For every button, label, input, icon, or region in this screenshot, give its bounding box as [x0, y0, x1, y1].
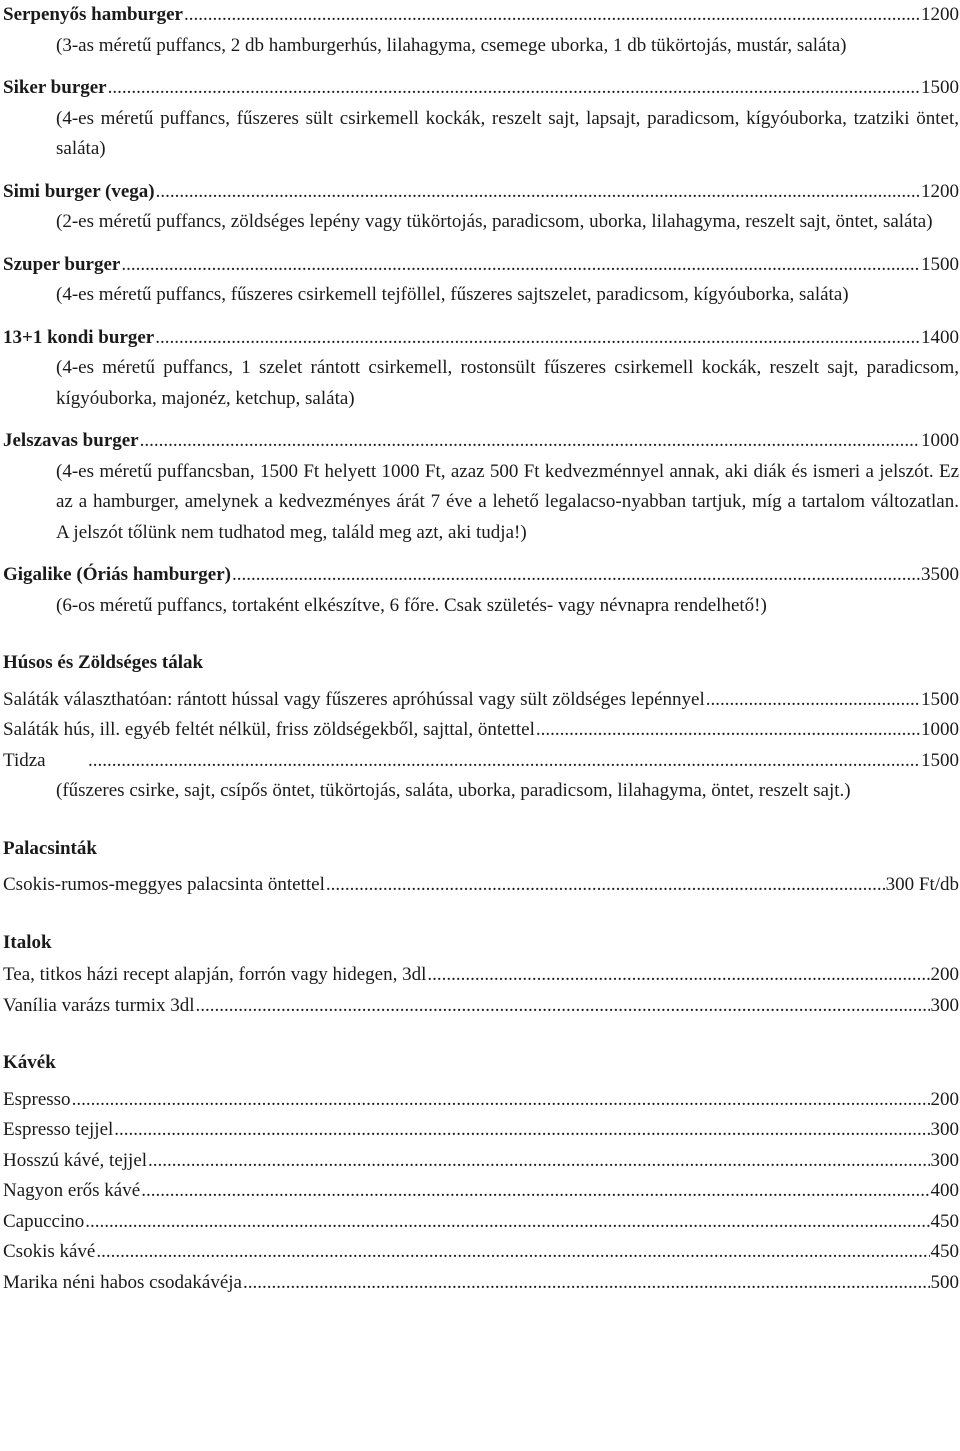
item-price: 450: [930, 1241, 959, 1262]
item-price: 1200: [921, 4, 959, 25]
item-description: (4-es méretű puffancs, fűszeres csirkemell tejföllel, fűszeres sajtszelet, paradicsom, kígyóuborka, saláta): [56, 284, 849, 305]
menu-item-palacsinta: [3, 870, 959, 901]
menu-item-kondi-burger: [3, 323, 959, 354]
item-description: (3-as méretű puffancs, 2 db hamburgerhús, lilahagyma, csemege uborka, 1 db tükörtojás, mustár, saláta): [56, 34, 847, 56]
item-name: Siker burger: [3, 77, 107, 98]
section-title-kavek: Kávék: [3, 1052, 56, 1073]
item-name: Saláták hús, ill. egyéb feltét nélkül, friss zöldségekből, sajttal, öntettel: [3, 719, 535, 740]
dot-leader: [196, 991, 930, 1022]
dot-leader: [148, 1146, 929, 1177]
dot-leader: [326, 870, 885, 901]
menu-item-espresso: [3, 1085, 959, 1116]
item-price: 1500: [921, 749, 959, 771]
item-name: 13+1 kondi burger: [3, 326, 155, 348]
dot-leader: [232, 560, 920, 591]
menu-item-jelszavas-burger: [3, 426, 959, 457]
menu-item-capuccino: [3, 1207, 959, 1238]
item-name: Tidza: [3, 749, 46, 771]
dot-leader: [72, 1085, 930, 1116]
dot-leader: [108, 73, 920, 104]
item-price: 300: [930, 994, 959, 1016]
item-description: (6-os méretű puffancs, tortaként elkészítve, 6 főre. Csak születés- vagy névnapra rendelhető!): [56, 594, 767, 616]
item-name: Csokis-rumos-meggyes palacsinta öntettel: [3, 874, 325, 895]
item-price: 300 Ft/db: [885, 874, 959, 895]
item-name: Saláták választhatóan: rántott hússal vagy fűszeres apróhússal vagy sült zöldséges lepénnyel: [3, 688, 705, 710]
item-name: Marika néni habos csodakávéja: [3, 1271, 242, 1293]
dot-leader: [706, 685, 920, 716]
menu-item-simi-burger: [3, 177, 959, 208]
menu-item-gigalike: [3, 560, 959, 591]
item-name: Vanília varázs turmix 3dl: [3, 994, 195, 1016]
item-description: (2-es méretű puffancs, zöldséges lepény vagy tükörtojás, paradicsom, uborka, lilahagyma, reszelt sajt, öntet, saláta): [56, 211, 933, 232]
dot-leader: [85, 1207, 929, 1238]
dot-leader: [140, 426, 920, 457]
item-price: 1500: [921, 253, 959, 275]
item-price: 400: [930, 1180, 959, 1201]
item-price: 1000: [921, 430, 959, 451]
dot-leader: [184, 0, 920, 31]
item-name: Nagyon erős kávé: [3, 1180, 141, 1201]
menu-item-siker-burger: [3, 73, 959, 104]
dot-leader: [96, 1237, 929, 1268]
item-price: 1000: [921, 719, 959, 740]
item-name: Serpenyős hamburger: [3, 4, 183, 25]
item-name: Gigalike (Óriás hamburger): [3, 564, 231, 585]
menu-item-tidza: [3, 746, 959, 777]
dot-leader: [243, 1268, 930, 1299]
menu-item-salatak-feltettel: [3, 685, 959, 716]
item-name: Simi burger (vega): [3, 180, 155, 202]
item-name: Espresso tejjel: [3, 1119, 114, 1140]
item-price: 300: [930, 1149, 959, 1171]
item-price: 200: [930, 964, 959, 985]
item-description: (4-es méretű puffancs, fűszeres sült csirkemell kockák, reszelt sajt, lapsajt, paradicsom, kígyóuborka, tzatziki öntet, saláta): [56, 107, 959, 159]
menu-item-turmix: [3, 991, 959, 1022]
menu-item-szuper-burger: [3, 250, 959, 281]
menu-item-tea: [3, 960, 959, 991]
menu-item-salatak-feltet-nelkul: [3, 715, 959, 746]
dot-leader: [141, 1176, 929, 1207]
item-name: Jelszavas burger: [3, 430, 139, 451]
item-name: Hosszú kávé, tejjel: [3, 1149, 148, 1171]
section-title-talak: Húsos és Zöldséges tálak: [3, 652, 204, 673]
section-title-italok: Italok: [3, 931, 52, 953]
dot-leader: [155, 323, 920, 354]
menu-item-hosszu-kave: [3, 1146, 959, 1177]
dot-leader: [121, 250, 920, 281]
item-price: 3500: [921, 564, 959, 585]
dot-leader: [114, 1115, 929, 1146]
menu-item-eros-kave: [3, 1176, 959, 1207]
menu-item-csokis-kave: [3, 1237, 959, 1268]
dot-leader: [427, 960, 929, 991]
item-price: 450: [930, 1210, 959, 1232]
item-name: Csokis kávé: [3, 1241, 96, 1262]
item-name: Szuper burger: [3, 253, 121, 275]
menu-item-marika-neni-kave: [3, 1268, 959, 1299]
menu-item-serpenyos-hamburger: [3, 0, 959, 31]
item-price: 1500: [921, 688, 959, 710]
dot-leader: [88, 746, 920, 777]
item-name: Tea, titkos házi recept alapján, forrón vagy hidegen, 3dl: [3, 964, 427, 985]
item-description: (4-es méretű puffancsban, 1500 Ft helyett 1000 Ft, azaz 500 Ft kedvezménnyel annak, aki diák és ismeri a jelszót. Ez az a hamburger, amelynek a kedvezményes árát 7 éve a lehető legalacso-nyabban tartjuk, míg a tartalom változatlan. A jelszót tőlünk nem tudhatod meg, találd meg azt, aki tudja!): [56, 460, 959, 543]
menu-item-espresso-tejjel: [3, 1115, 959, 1146]
item-description: (4-es méretű puffancs, 1 szelet rántott csirkemell, rostonsült fűszeres csirkemell kockák, reszelt sajt, paradicsom, kígyóuborka, majonéz, ketchup, saláta): [56, 357, 959, 409]
dot-leader: [536, 715, 920, 746]
item-name: Espresso: [3, 1088, 71, 1110]
dot-leader: [156, 177, 920, 208]
item-price: 1200: [921, 180, 959, 202]
item-price: 300: [930, 1119, 959, 1140]
item-price: 1500: [921, 77, 959, 98]
item-description: (fűszeres csirke, sajt, csípős öntet, tükörtojás, saláta, uborka, paradicsom, lilahagyma, öntet, reszelt sajt.): [56, 780, 851, 801]
item-price: 200: [930, 1088, 959, 1110]
section-title-palacsintak: Palacsinták: [3, 837, 97, 859]
item-name: Capuccino: [3, 1210, 85, 1232]
item-price: 1400: [921, 326, 959, 348]
item-price: 500: [930, 1271, 959, 1293]
